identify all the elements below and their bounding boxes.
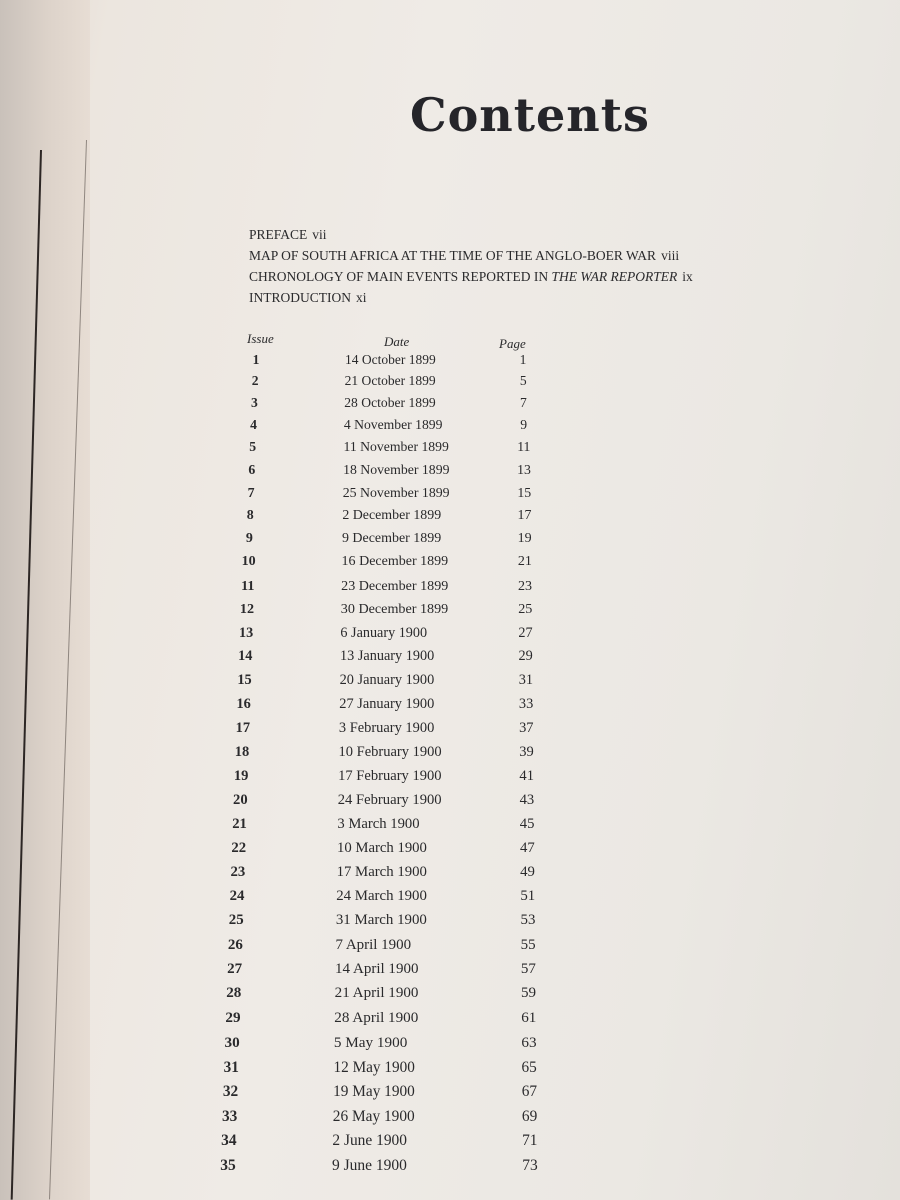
issue-number: 23 <box>230 863 246 880</box>
issue-number: 2 <box>251 372 259 388</box>
issue-number: 9 <box>245 531 253 547</box>
issue-number: 4 <box>250 416 257 432</box>
issue-date: 7 April 1900 <box>335 936 412 953</box>
issue-date: 23 December 1899 <box>341 577 449 594</box>
front-matter-label: MAP OF SOUTH AFRICA AT THE TIME OF THE ANGLO-BOER WAR <box>249 248 657 263</box>
issue-date: 30 December 1899 <box>340 601 449 618</box>
issue-number: 21 <box>232 815 247 832</box>
table-row <box>0 624 533 645</box>
issue-date: 20 January 1900 <box>339 672 435 689</box>
front-matter-item <box>249 266 693 287</box>
issue-page-number: 55 <box>520 936 536 953</box>
issue-date: 24 March 1900 <box>336 888 427 905</box>
issue-date: 12 May 1900 <box>333 1058 415 1076</box>
issue-date: 5 May 1900 <box>333 1034 408 1052</box>
table-row <box>0 839 535 860</box>
issue-page-number: 13 <box>517 461 531 477</box>
table-row <box>0 416 528 437</box>
issue-date: 3 February 1900 <box>338 719 435 736</box>
table-row <box>0 912 536 932</box>
issue-number: 24 <box>229 888 245 905</box>
issue-number: 35 <box>220 1157 236 1174</box>
table-row <box>0 1157 538 1177</box>
table-row <box>0 461 531 482</box>
issue-number: 12 <box>239 601 254 618</box>
issue-page-number: 15 <box>517 484 532 500</box>
issue-page-number: 45 <box>519 815 535 832</box>
issue-date: 9 December 1899 <box>341 531 442 547</box>
table-row <box>0 1107 538 1128</box>
table-row <box>0 1058 537 1079</box>
issue-date: 26 May 1900 <box>332 1107 415 1125</box>
issue-date: 2 June 1900 <box>332 1132 407 1150</box>
issue-number: 13 <box>239 624 254 641</box>
issue-number: 22 <box>231 839 247 856</box>
table-row <box>0 439 531 459</box>
table-row <box>0 554 532 574</box>
table-row <box>0 372 527 393</box>
issue-number: 10 <box>241 554 256 570</box>
issue-page-number: 33 <box>518 695 534 712</box>
issue-date: 25 November 1899 <box>342 484 450 500</box>
issue-page-number: 19 <box>517 531 532 547</box>
front-matter-label-italic: THE WAR REPORTER <box>551 269 678 284</box>
issue-date: 27 January 1900 <box>339 695 435 712</box>
front-matter-label: PREFACE <box>249 227 308 242</box>
issue-page-number: 47 <box>519 839 535 856</box>
issue-page-number: 51 <box>520 888 536 905</box>
issue-page-number: 37 <box>519 719 534 736</box>
issue-number: 26 <box>227 936 243 953</box>
issue-number: 11 <box>241 577 255 594</box>
issue-number: 25 <box>228 912 244 929</box>
page-column-header: Page <box>499 336 526 351</box>
issue-date: 28 October 1899 <box>344 394 436 410</box>
issue-date: 11 November 1899 <box>343 439 449 455</box>
table-row <box>0 863 535 884</box>
issue-number: 6 <box>248 461 256 477</box>
issue-number: 14 <box>238 648 253 665</box>
issue-date: 6 January 1900 <box>340 624 428 641</box>
issue-page-number: 1 <box>519 352 527 367</box>
issue-number: 20 <box>233 791 248 808</box>
page-title: Contents <box>410 88 650 142</box>
front-matter-item <box>249 224 693 245</box>
front-matter-page: viii <box>661 248 680 263</box>
issue-date: 24 February 1900 <box>337 791 442 808</box>
issue-number: 19 <box>233 767 249 784</box>
issue-date: 21 April 1900 <box>334 985 419 1002</box>
issue-date: 2 December 1899 <box>342 507 442 523</box>
issue-page-number: 49 <box>520 863 535 880</box>
issue-date: 10 March 1900 <box>336 839 427 856</box>
table-row <box>0 531 532 551</box>
front-matter-page: xi <box>356 290 367 305</box>
table-row <box>0 577 533 598</box>
table-row <box>0 936 536 957</box>
table-row <box>0 695 534 716</box>
table-row <box>0 1083 538 1103</box>
table-row <box>0 672 534 692</box>
issue-number: 29 <box>225 1009 241 1026</box>
issue-number: 16 <box>236 695 251 712</box>
issue-page-number: 7 <box>520 394 527 410</box>
issue-number: 7 <box>247 484 255 500</box>
issue-page-number: 57 <box>520 961 536 978</box>
table-row <box>0 394 527 415</box>
issue-date: 3 March 1900 <box>337 815 420 832</box>
issue-page-number: 5 <box>519 372 527 388</box>
issue-number: 1 <box>252 352 260 367</box>
table-row <box>0 985 537 1005</box>
issue-number: 18 <box>234 743 250 760</box>
issue-page-number: 63 <box>521 1034 537 1052</box>
issue-page-number: 23 <box>518 577 533 594</box>
issue-number: 28 <box>226 985 242 1002</box>
issue-number: 34 <box>221 1132 237 1150</box>
issue-page-number: 69 <box>521 1107 538 1125</box>
table-row <box>0 1132 538 1152</box>
issue-page-number: 25 <box>518 601 533 618</box>
table-row <box>0 719 534 740</box>
issue-number: 17 <box>235 719 251 736</box>
issue-page-number: 65 <box>521 1058 537 1076</box>
table-row <box>0 648 533 668</box>
front-matter-page: vii <box>312 227 327 242</box>
issue-date: 21 October 1899 <box>344 372 436 388</box>
issue-date: 9 June 1900 <box>332 1157 407 1174</box>
issue-page-number: 11 <box>517 439 531 455</box>
table-row <box>0 507 532 528</box>
issue-page-number: 43 <box>519 791 535 808</box>
issue-column-header: Issue <box>247 331 274 346</box>
table-row <box>0 767 534 788</box>
front-matter-page: ix <box>682 269 693 284</box>
issue-number: 31 <box>223 1058 239 1076</box>
issue-page-number: 67 <box>521 1083 538 1101</box>
issue-date: 17 February 1900 <box>338 767 442 784</box>
table-row <box>0 888 536 908</box>
table-row <box>0 791 535 812</box>
issue-page-number: 39 <box>519 743 534 760</box>
front-matter-label: CHRONOLOGY OF MAIN EVENTS REPORTED IN <box>249 269 552 284</box>
issue-date: 14 April 1900 <box>335 961 419 978</box>
issue-number: 33 <box>221 1107 238 1125</box>
issue-page-number: 9 <box>520 416 528 432</box>
issue-date: 18 November 1899 <box>343 461 450 477</box>
table-row <box>0 1009 537 1030</box>
issue-number: 3 <box>250 394 258 410</box>
issue-page-number: 17 <box>517 507 532 523</box>
issue-page-number: 29 <box>518 648 533 665</box>
issue-date: 14 October 1899 <box>345 352 436 367</box>
issue-page-number: 53 <box>520 912 536 929</box>
issue-number: 15 <box>237 672 252 689</box>
table-row <box>0 1034 537 1054</box>
issue-number: 30 <box>224 1034 240 1052</box>
issue-number: 27 <box>227 961 243 978</box>
issue-page-number: 59 <box>521 985 537 1002</box>
issue-page-number: 31 <box>518 672 534 689</box>
table-row <box>0 815 535 836</box>
issue-number: 32 <box>222 1083 239 1101</box>
issue-date: 28 April 1900 <box>334 1009 419 1026</box>
issue-page-number: 41 <box>519 767 534 784</box>
table-row <box>0 961 536 981</box>
issue-page-number: 21 <box>517 554 532 570</box>
issue-date: 16 December 1899 <box>341 554 449 570</box>
issue-page-number: 27 <box>518 624 533 641</box>
issue-date: 13 January 1900 <box>340 648 435 665</box>
date-column-header: Date <box>384 334 410 349</box>
table-row <box>0 601 533 621</box>
front-matter-list <box>249 224 693 308</box>
issue-page-number: 61 <box>521 1009 537 1026</box>
issue-date: 10 February 1900 <box>338 743 442 760</box>
issue-page-number: 71 <box>522 1132 538 1150</box>
front-matter-item <box>249 245 693 266</box>
issue-number: 8 <box>246 507 254 523</box>
issue-date: 17 March 1900 <box>336 863 427 880</box>
issue-page-number: 73 <box>522 1157 538 1174</box>
table-row <box>0 484 532 505</box>
front-matter-label: INTRODUCTION <box>249 290 351 305</box>
issue-date: 19 May 1900 <box>333 1083 415 1101</box>
table-row <box>0 352 527 372</box>
issue-date: 31 March 1900 <box>335 912 427 929</box>
front-matter-item <box>249 287 693 308</box>
issue-date: 4 November 1899 <box>343 416 443 432</box>
issue-number: 5 <box>249 439 257 455</box>
table-row <box>0 743 534 764</box>
